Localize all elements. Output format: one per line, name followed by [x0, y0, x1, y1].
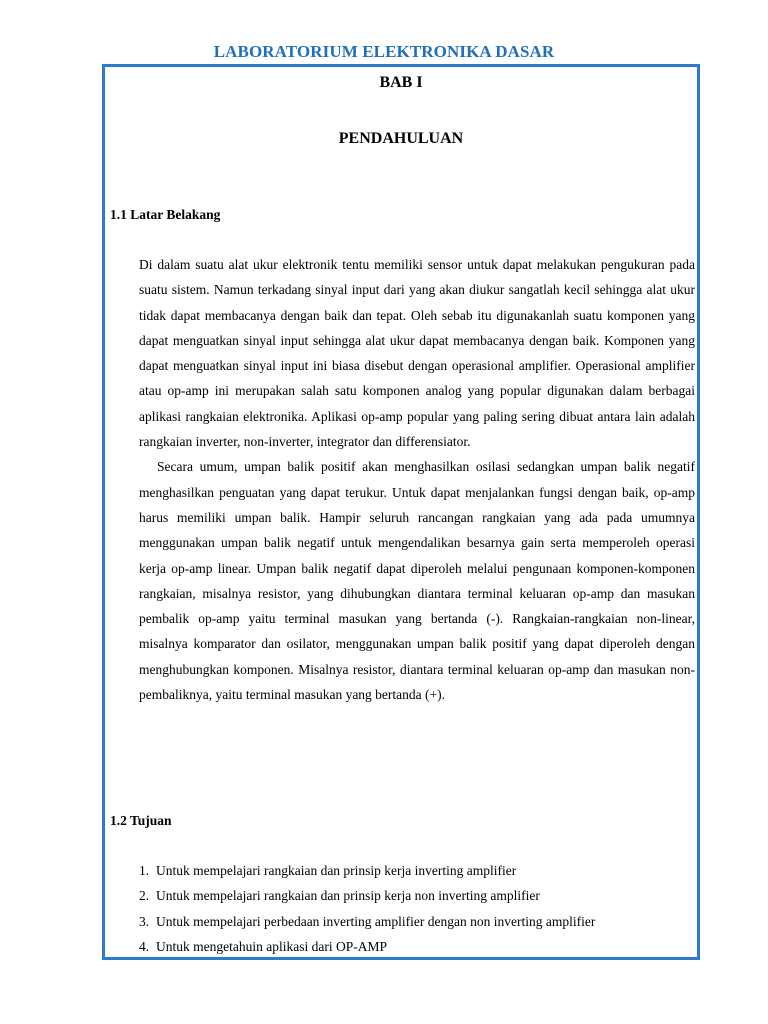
section-heading-latar-belakang: 1.1 Latar Belakang	[110, 207, 221, 222]
list-item-text: Untuk mengetahuin aplikasi dari OP-AMP	[156, 938, 387, 954]
list-item-number: 3.	[139, 913, 150, 929]
section-heading-tujuan: 1.2 Tujuan	[110, 813, 172, 828]
paragraph: Di dalam suatu alat ukur elektronik tentu memiliki sensor untuk dapat melakukan pengukuran pada suatu sistem. Namun terkadang sinyal input dari yang akan diukur sangatlah kecil sehingga alat ukur tidak dapat membacanya dengan baik dan tepat. Oleh sebab itu digunakanlah suatu komponen yang dapat menguatkan sinyal input sehingga alat ukur dapat membacanya dengan baik. Komponen yang dapat menguatkan sinyal input ini biasa disebut dengan operasional amplifier. Operasional amplifier atau op-amp ini merupakan salah satu komponen analog yang popular digunakan dalam berbagai aplikasi rangkaian elektronika. Aplikasi op-amp popular yang paling sering dibuat antara lain adalah rangkaian inverter, non-inverter, integrator dan differensiator.	[139, 257, 695, 450]
page-header-title: LABORATORIUM ELEKTRONIKA DASAR	[213, 42, 555, 61]
chapter-title: PENDAHULUAN	[338, 130, 464, 147]
list-item-number: 2.	[139, 888, 150, 904]
list-item	[139, 934, 695, 959]
paragraph: Secara umum, umpan balik positif akan menghasilkan osilasi sedangkan umpan balik negatif menghasilkan penguatan yang dapat terukur. Untuk dapat menjalankan fungsi dengan baik, op-amp harus memiliki umpan balik. Hampir seluruh rancangan rangkaian yang ada pada umumnya menggunakan umpan balik negatif untuk mengendalikan besarnya gain serta memperoleh operasi kerja op-amp linear. Umpan balik negatif dapat diperoleh melalui pengunaan komponen-komponen rangkaian, misalnya resistor, yang dihubungkan diantara terminal keluaran op-amp dan masukan pembalik op-amp yaitu terminal masukan yang bertanda (-). Rangkaian-rangkaian non-linear, misalnya komparator dan osilator, menggunakan umpan balik positif yang dapat diperoleh dengan menghubungkan komponen. Misalnya resistor, diantara terminal keluaran op-amp dan masukan non-pembaliknya, yaitu terminal masukan yang bertanda (+).	[139, 459, 695, 703]
list-item-number: 1.	[139, 863, 150, 878]
list-item	[139, 883, 695, 908]
goals-list	[139, 858, 695, 959]
list-item-text: Untuk mempelajari rangkaian dan prinsip kerja non inverting amplifier	[156, 888, 540, 904]
chapter-number: BAB I	[379, 74, 423, 91]
list-item-text: Untuk mempelajari perbedaan inverting amplifier dengan non inverting amplifier	[156, 913, 596, 929]
list-item-text: Untuk mempelajari rangkaian dan prinsip kerja inverting amplifier	[156, 863, 517, 878]
list-item-number: 4.	[139, 938, 150, 954]
list-item	[139, 858, 695, 883]
list-item	[139, 909, 695, 934]
section-body-latar-belakang	[139, 252, 695, 707]
